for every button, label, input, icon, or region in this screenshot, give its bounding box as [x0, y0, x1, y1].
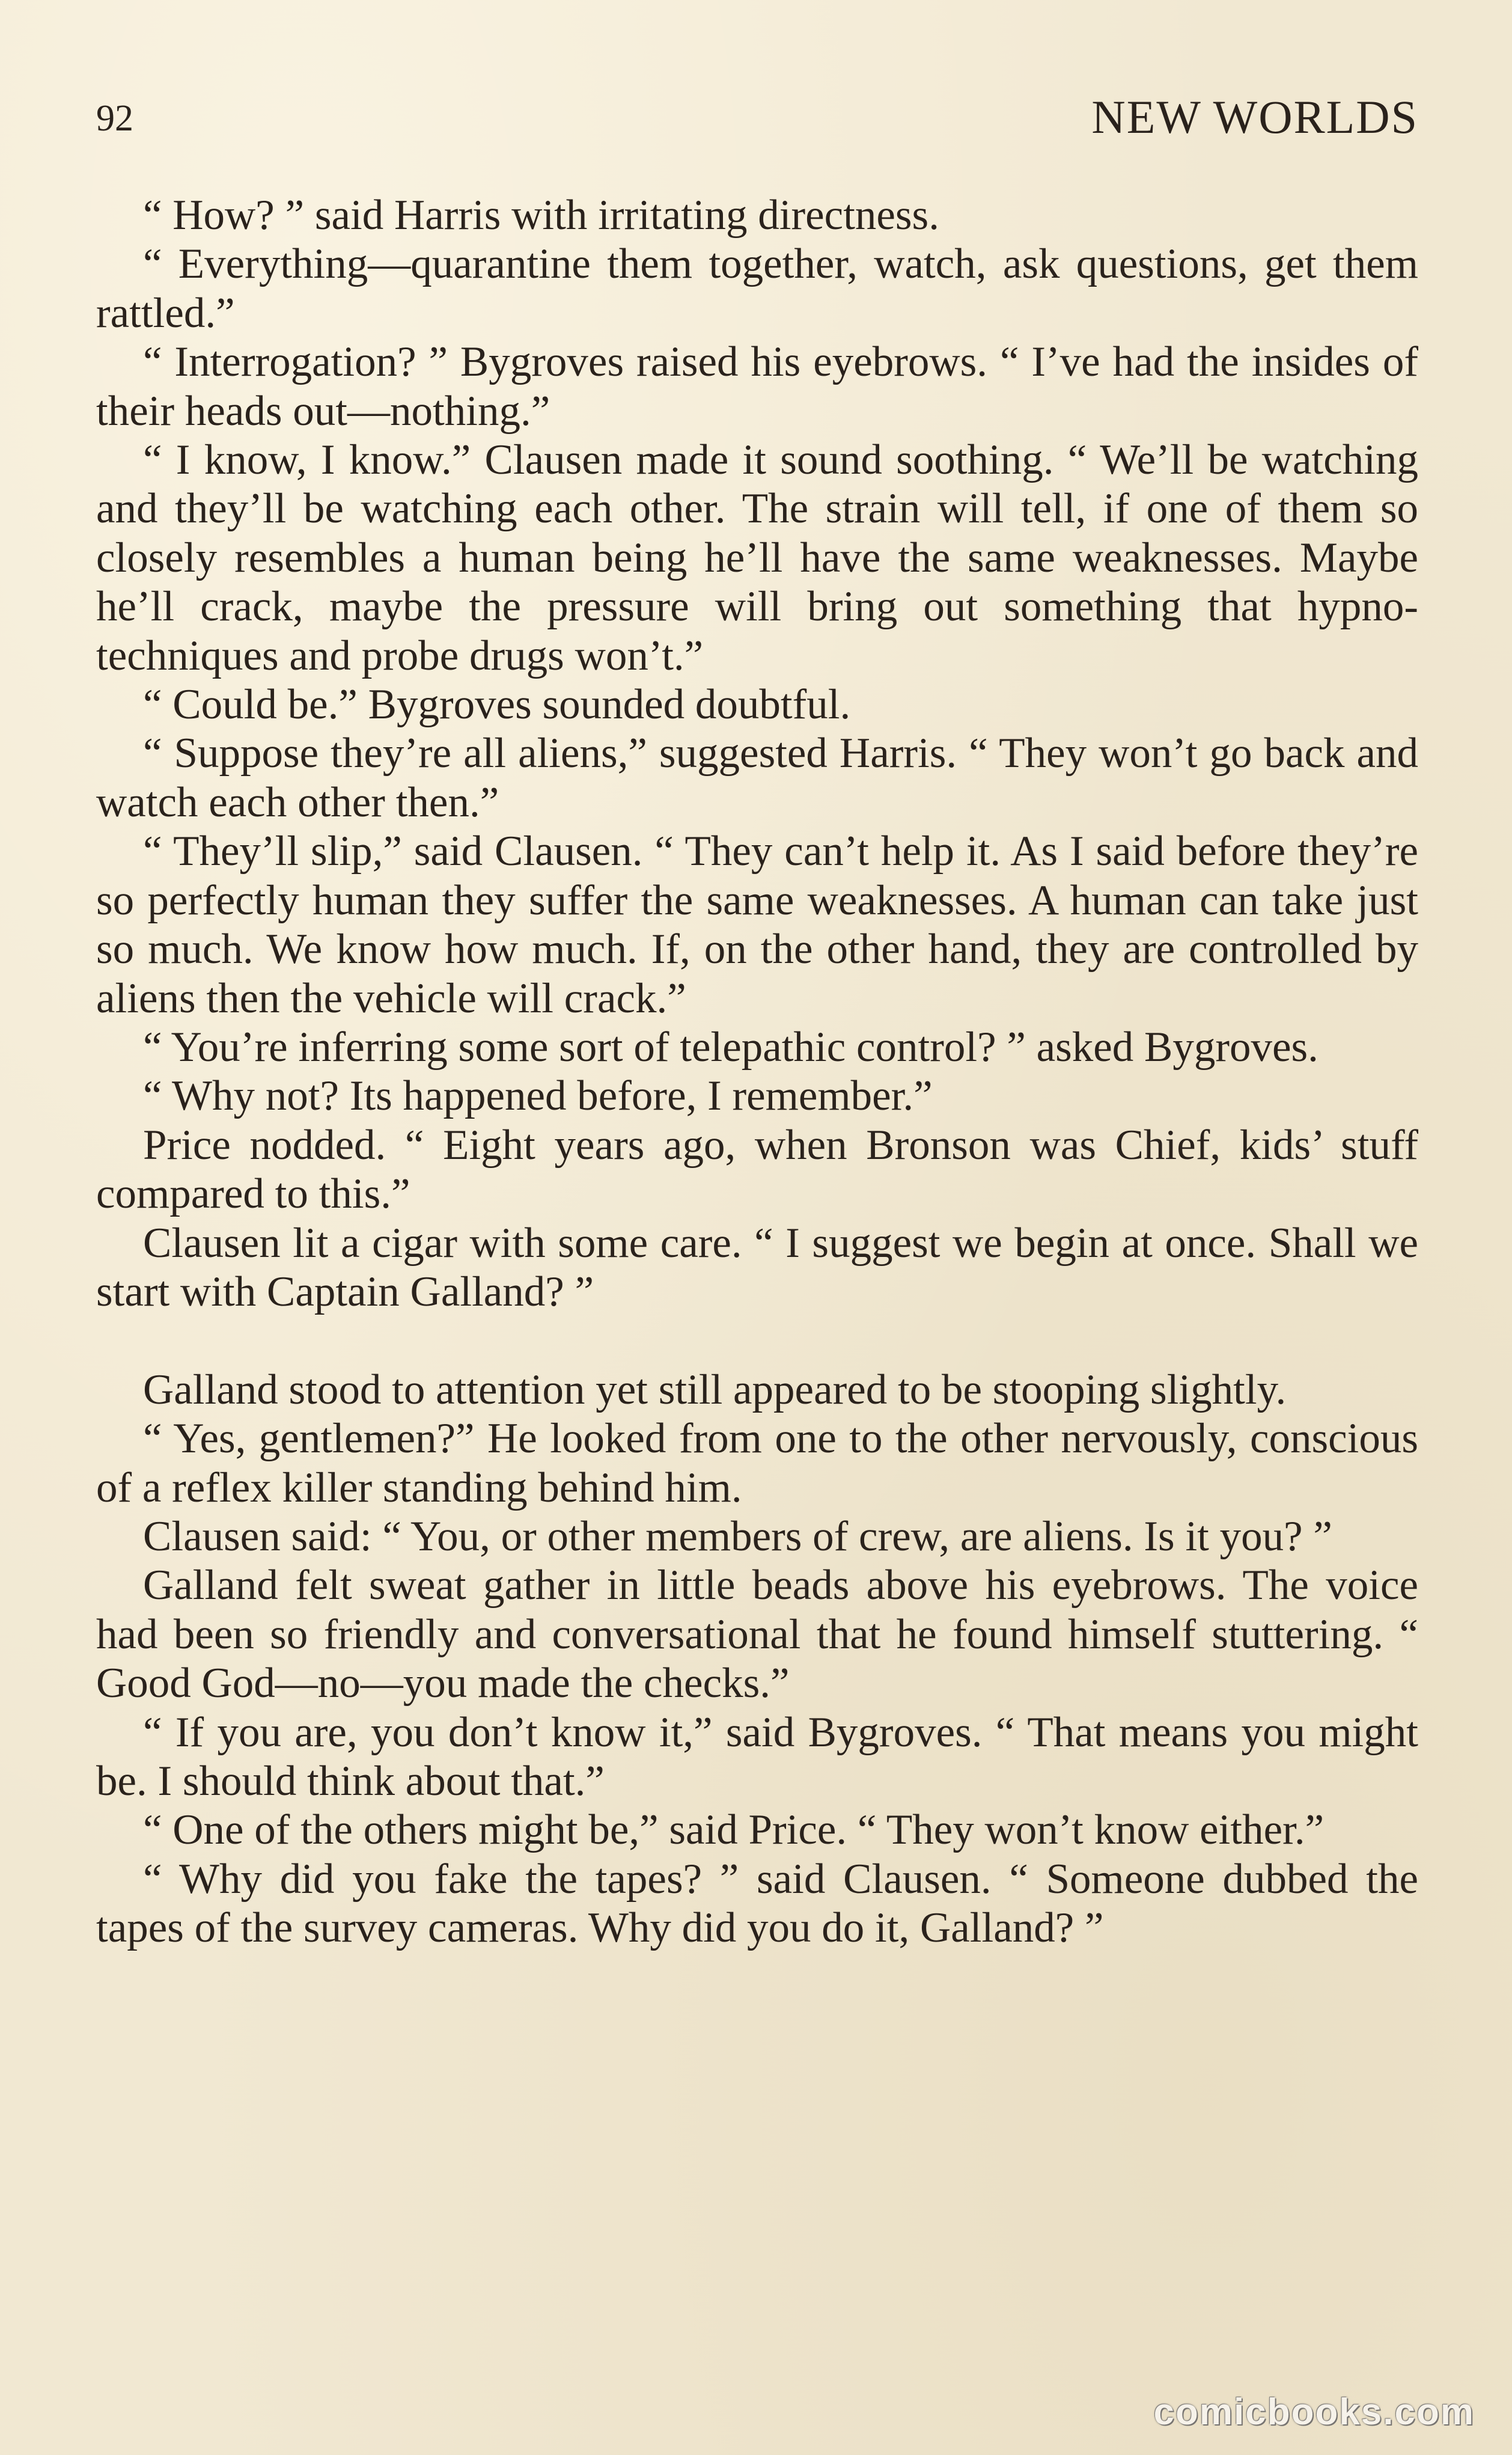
paragraph: “ Could be.” Bygroves sounded doubtful. — [143, 681, 851, 729]
paragraph: “ How? ” said Harris with irritating directness. — [143, 192, 939, 239]
paragraph: Clausen said: “ You, or other members of crew, are aliens. Is it you? ” — [143, 1512, 1332, 1560]
watermark: comicbooks.com — [1153, 2391, 1475, 2433]
paragraph: “ Why did you fake the tapes? ” said Clausen. “ Someone dubbed the tapes of the survey cameras. Why did you do it, Galland? ” — [96, 1855, 1418, 1952]
paragraph: “ Why not? Its happened before, I remember.” — [143, 1072, 933, 1120]
paragraph: “ Suppose they’re all aliens,” suggested Harris. “ They won’t go back and watch each other then.” — [96, 730, 1418, 826]
paragraph: Galland stood to attention yet still appeared to be stooping slightly. — [143, 1366, 1287, 1413]
paragraph: “ I know, I know.” Clausen made it sound soothing. “ We’ll be watching and they’ll be watching each other. The strain will tell, if one of them so closely resembles a human being he’ll have the same weaknesses. Maybe he’ll crack, maybe the pressure will bring out something that hypno-techniques and probe drugs won’t.” — [96, 436, 1418, 679]
paragraph: Clausen lit a cigar with some care. “ I suggest we begin at once. Shall we start with Captain Galland? ” — [96, 1219, 1418, 1315]
page-number: 92 — [96, 98, 133, 139]
section-break — [96, 1316, 1418, 1365]
body-text — [96, 191, 1418, 1953]
running-head — [96, 90, 1418, 156]
running-title: NEW WORLDS — [1091, 91, 1418, 143]
paragraph: Galland felt sweat gather in little beads above his eyebrows. The voice had been so friendly and conversational that he found himself stuttering. “ Good God—no—you made the checks.” — [96, 1562, 1418, 1707]
paragraph: “ One of the others might be,” said Price. “ They won’t know either.” — [143, 1806, 1325, 1854]
paragraph: “ Interrogation? ” Bygroves raised his eyebrows. “ I’ve had the insides of their heads out—nothing.” — [96, 338, 1418, 435]
paragraph: “ They’ll slip,” said Clausen. “ They can’t help it. As I said before they’re so perfectly human they suffer the same weaknesses. A human can take just so much. We know how much. If, on the other hand, they are controlled by aliens then the vehicle will crack.” — [96, 828, 1418, 1022]
paragraph: “ You’re inferring some sort of telepathic control? ” asked Bygroves. — [143, 1023, 1318, 1071]
paragraph: Price nodded. “ Eight years ago, when Bronson was Chief, kids’ stuff compared to this.” — [96, 1121, 1418, 1218]
paragraph: “ If you are, you don’t know it,” said Bygroves. “ That means you might be. I should think about that.” — [96, 1708, 1418, 1805]
paragraph: “ Everything—quarantine them together, watch, ask questions, get them rattled.” — [96, 240, 1418, 337]
paragraph: “ Yes, gentlemen?” He looked from one to the other nervously, conscious of a reflex killer standing behind him. — [96, 1415, 1418, 1511]
